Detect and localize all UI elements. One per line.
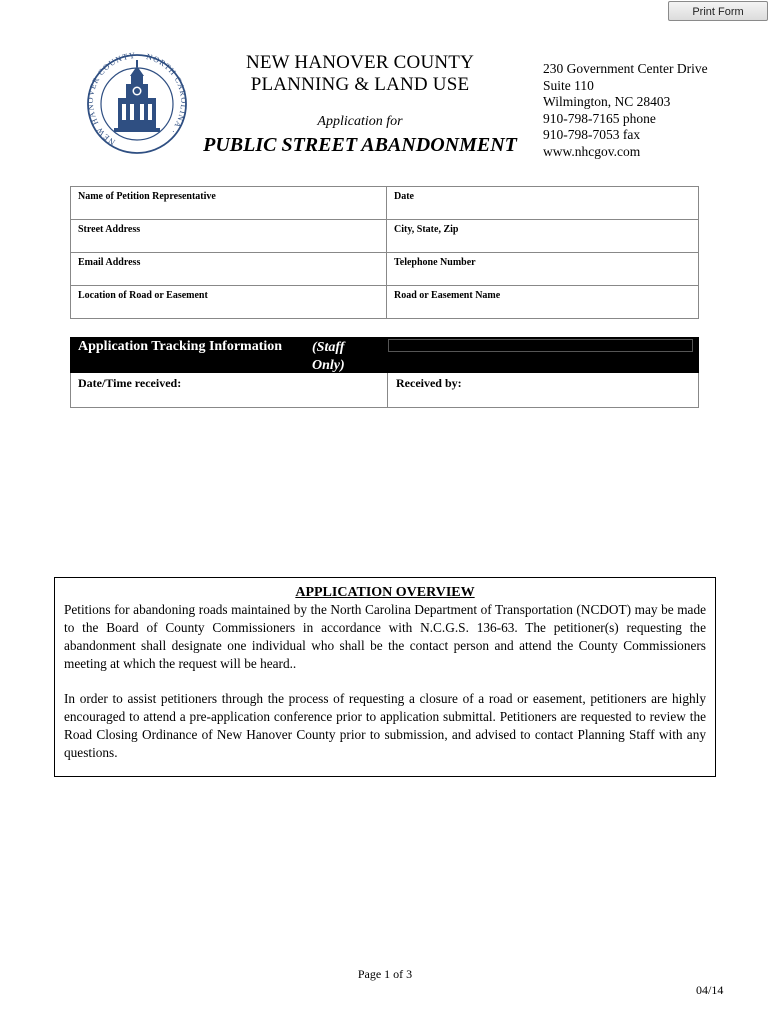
city-state-zip-field[interactable]: City, State, Zip: [387, 220, 699, 253]
road-name-field[interactable]: Road or Easement Name: [387, 286, 699, 319]
revision-date: 04/14: [696, 983, 724, 997]
petition-representative-field[interactable]: Name of Petition Representative: [71, 187, 387, 220]
website-line: www.nhcgov.com: [543, 143, 641, 159]
fax-line: 910-798-7053 fax: [543, 127, 641, 142]
form-row: [71, 187, 699, 220]
header-block: [200, 52, 520, 157]
application-overview-box: [54, 577, 716, 777]
tracking-row: [70, 373, 699, 408]
svg-text:NEW HANOVER COUNTY · NORTH CAR: NEW HANOVER COUNTY · NORTH CAROLINA ·: [86, 50, 188, 147]
staff-only-line: (Staff: [312, 340, 345, 355]
date-field[interactable]: Date: [387, 187, 699, 220]
address-line: Wilmington, NC 28403: [543, 94, 671, 109]
document-title: PUBLIC STREET ABANDONMENT: [203, 134, 517, 156]
telephone-field[interactable]: Telephone Number: [387, 253, 699, 286]
print-form-button[interactable]: Print Form: [668, 1, 768, 21]
email-address-field[interactable]: Email Address: [71, 253, 387, 286]
page-number: Page 1 of 3: [357, 967, 413, 981]
contact-address: [543, 61, 708, 160]
road-location-field[interactable]: Location of Road or Easement: [71, 286, 387, 319]
form-row: [71, 220, 699, 253]
tracking-input-field[interactable]: [388, 339, 693, 352]
staff-only-line: Only): [312, 358, 345, 373]
phone-line: 910-798-7165 phone: [543, 110, 656, 126]
county-seal-logo: [86, 50, 188, 158]
form-row: [71, 286, 699, 319]
document-subtitle: Application for: [317, 114, 403, 129]
overview-paragraph: In order to assist petitioners through the process of requesting a closure of a road or easement, petitioners are highly encouraged to attend a pre-application conference prior to application submittal. Petitioners are requested to review the Road Closing Ordinance of New Hanover County prior to submission, and advised to contact Planning Staff with any questions.: [64, 691, 706, 760]
received-by-field[interactable]: Received by:: [396, 376, 462, 390]
tracking-header-bar: [70, 337, 699, 373]
application-form-table: [70, 186, 699, 319]
address-line: 230 Government Center Drive: [543, 61, 708, 76]
date-time-received-field[interactable]: Date/Time received:: [71, 373, 388, 407]
staff-only-label: [312, 339, 345, 375]
org-name: NEW HANOVER COUNTY: [245, 52, 475, 73]
department-name: PLANNING & LAND USE: [250, 74, 470, 95]
overview-heading: APPLICATION OVERVIEW: [295, 585, 475, 600]
overview-paragraph: Petitions for abandoning roads maintained by the North Carolina Department of Transportation (NCDOT) may be made to the Board of County Commissioners in accordance with N.C.G.S. 136-63. The petitioner(s) requesting the abandonment shall designate one individual who shall be the contact person and attend the County Commissioners meeting at which the request will be heard..: [64, 602, 706, 671]
street-address-field[interactable]: Street Address: [71, 220, 387, 253]
tracking-title: Application Tracking Information: [78, 339, 283, 354]
address-line: Suite 110: [543, 77, 594, 93]
form-row: [71, 253, 699, 286]
